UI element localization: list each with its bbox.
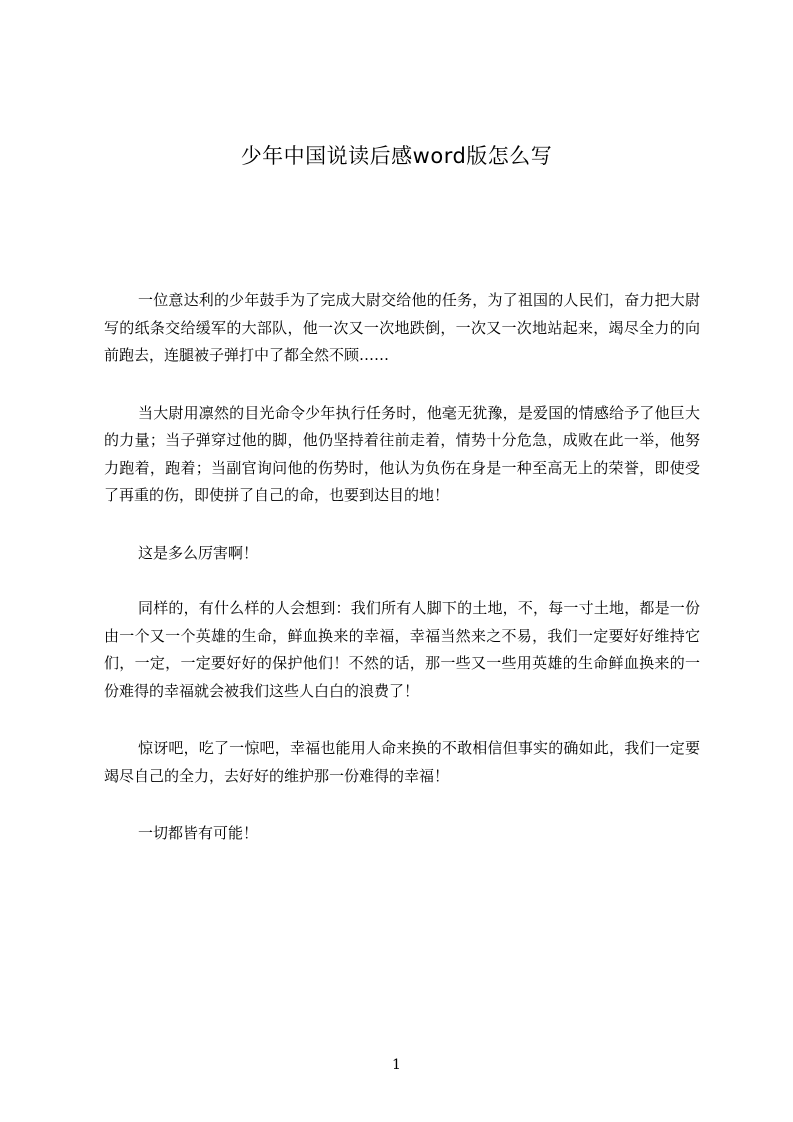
paragraph-1: 一位意达利的少年鼓手为了完成大尉交给他的任务，为了祖国的人民们，奋力把大尉写的纸条交给缓军的大部队，他一次又一次地跌倒，一次又一次地站起来，竭尽全力的向前跑去，连腿被子弹打中了都全然不顾…… — [104, 291, 700, 364]
page-number: 1 — [392, 1057, 401, 1073]
paragraph-5: 惊讶吧，吃了一惊吧，幸福也能用人命来换的不敢相信但事实的确如此，我们一定要竭尽自己的全力，去好好的维护那一份难得的幸福！ — [104, 739, 700, 785]
document-body — [104, 287, 700, 876]
paragraph-2: 当大尉用凛然的目光命令少年执行任务时，他毫无犹豫，是爱国的情感给予了他巨大的力量；当子弹穿过他的脚，他仍坚持着往前走着，情势十分危急，成败在此一举，他努力跑着，跑着；当副官询问他的伤势时，他认为负伤在身是一种至高无上的荣誉，即使受了再重的伤，即使拼了自己的命，也要到达目的地！ — [104, 403, 700, 504]
document-title: 少年中国说读后感word版怎么写 — [240, 144, 553, 168]
paragraph-6: 一切都皆有可能！ — [138, 824, 259, 842]
paragraph-4: 同样的，有什么样的人会想到：我们所有人脚下的土地，不，每一寸土地，都是一份由一个又一个英雄的生命，鲜血换来的幸福，幸福当然来之不易，我们一定要好好维持它们，一定，一定要好好的保护他们！不然的话，那一些又一些用英雄的生命鲜血换来的一份难得的幸福就会被我们这些人白白的浪费了！ — [104, 599, 700, 700]
paragraph-3: 这是多么厉害啊！ — [138, 543, 259, 562]
